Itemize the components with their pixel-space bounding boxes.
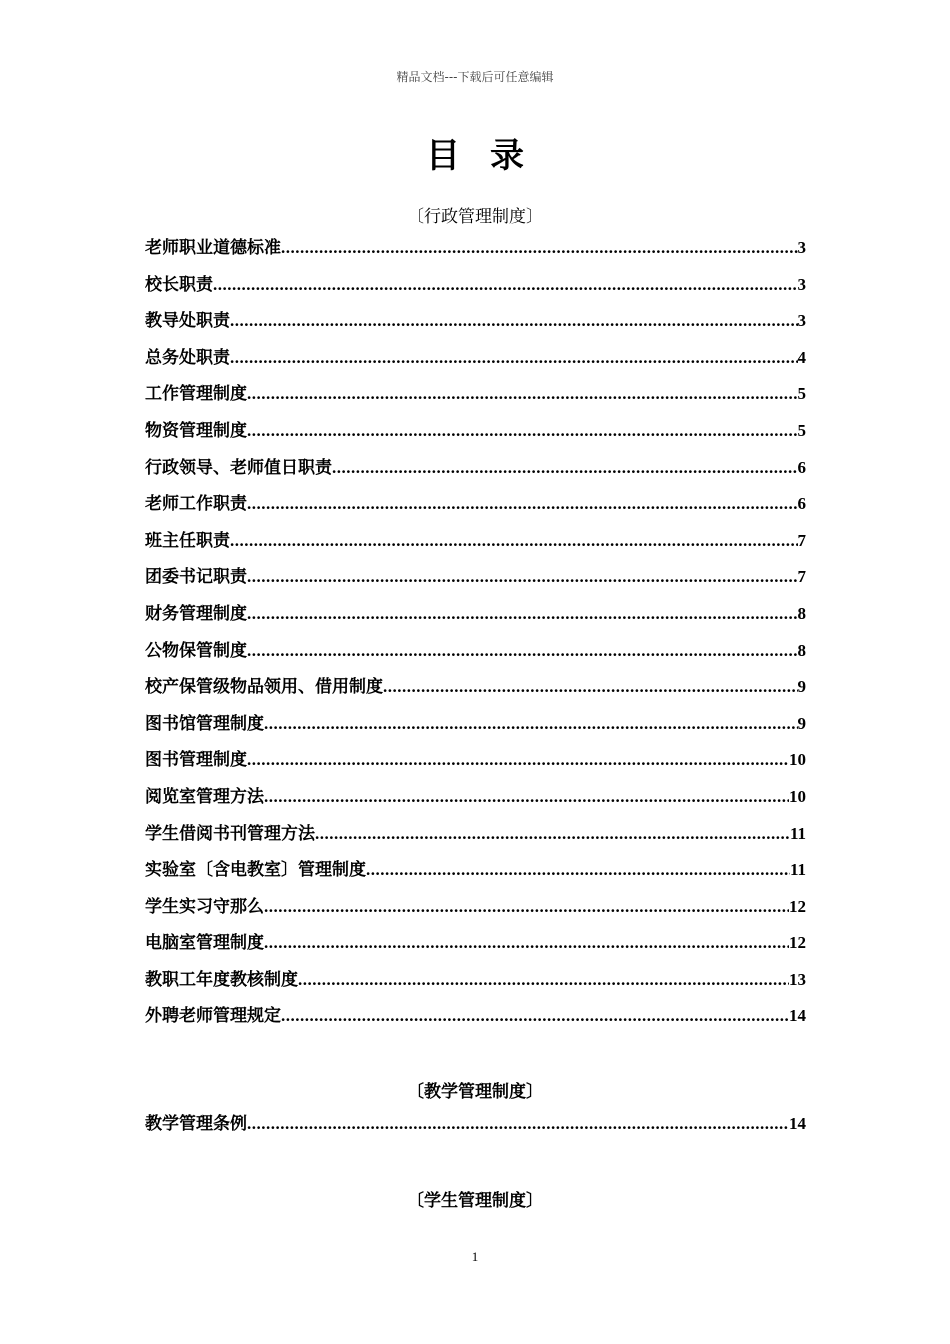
toc-entry-page: 12 xyxy=(789,933,806,953)
toc-entry-page: 7 xyxy=(797,567,806,587)
toc-dot-leader xyxy=(315,824,790,844)
toc-entry-label: 教导处职责 xyxy=(145,311,230,332)
toc-entry-label: 校产保管级物品领用、借用制度 xyxy=(145,677,383,698)
toc-entry[interactable] xyxy=(145,1109,806,1146)
toc-dot-leader xyxy=(247,421,798,441)
section-heading-teaching: 〔教学管理制度〕 xyxy=(407,1082,543,1102)
toc-entry[interactable] xyxy=(145,343,806,380)
toc-entry[interactable] xyxy=(145,782,806,819)
toc-entry-label: 教职工年度教核制度 xyxy=(145,969,298,990)
toc-entry[interactable] xyxy=(145,526,806,563)
header-note: 精品文档---下载后可任意编辑 xyxy=(396,70,554,84)
toc-entry-page: 13 xyxy=(789,969,806,989)
toc-entry[interactable] xyxy=(145,233,806,270)
toc-dot-leader xyxy=(247,750,789,770)
toc-entry-page: 9 xyxy=(797,713,806,733)
toc-entry[interactable] xyxy=(145,855,806,892)
toc-entry-page: 11 xyxy=(789,860,806,880)
toc-entry-page: 14 xyxy=(789,1006,806,1026)
toc-dot-leader xyxy=(247,494,798,514)
toc-entry-page: 7 xyxy=(797,530,806,550)
toc-entry-page: 10 xyxy=(789,786,806,806)
toc-entry-label: 团委书记职责 xyxy=(145,567,247,588)
toc-dot-leader xyxy=(247,384,798,404)
toc-entry-label: 学生借阅书刊管理方法 xyxy=(145,823,315,844)
toc-entry-label: 物资管理制度 xyxy=(145,420,247,441)
toc-entry[interactable] xyxy=(145,892,806,929)
toc-entry[interactable] xyxy=(145,819,806,856)
toc-entry-label: 电脑室管理制度 xyxy=(145,933,264,954)
toc-dot-leader xyxy=(332,458,798,478)
toc-entry[interactable] xyxy=(145,453,806,490)
toc-entry-label: 教学管理条例 xyxy=(145,1114,247,1134)
toc-entry-page: 10 xyxy=(789,750,806,770)
toc-entry[interactable] xyxy=(145,709,806,746)
page-title: 目录 xyxy=(426,136,554,176)
toc-entry-page: 3 xyxy=(797,311,806,331)
toc-entry-page: 6 xyxy=(797,494,806,514)
page-number: 1 xyxy=(471,1249,479,1264)
toc-entry[interactable] xyxy=(145,416,806,453)
toc-entry-label: 实验室〔含电教室〕管理制度 xyxy=(145,860,366,881)
toc-entry[interactable] xyxy=(145,965,806,1002)
toc-entry-label: 图书管理制度 xyxy=(145,750,247,771)
toc-dot-leader xyxy=(247,604,798,624)
toc-entry[interactable] xyxy=(145,562,806,599)
toc-entry-label: 工作管理制度 xyxy=(145,384,247,405)
toc-dot-leader xyxy=(264,933,789,953)
toc-entry-page: 11 xyxy=(789,823,806,843)
toc-entry-label: 阅览室管理方法 xyxy=(145,786,264,807)
toc-dot-leader xyxy=(230,348,798,368)
toc-entry-label: 学生实习守那么 xyxy=(145,896,264,917)
toc-dot-leader xyxy=(230,531,798,551)
toc-entry[interactable] xyxy=(145,306,806,343)
toc-dot-leader xyxy=(383,677,798,697)
toc-entry[interactable] xyxy=(145,489,806,526)
toc-entry-label: 校长职责 xyxy=(145,274,213,295)
toc-entry-label: 财务管理制度 xyxy=(145,603,247,624)
toc-entry-page: 8 xyxy=(797,640,806,660)
toc-entry-label: 总务处职责 xyxy=(145,347,230,368)
toc-entry-page: 9 xyxy=(797,677,806,697)
toc-entry-page: 3 xyxy=(797,238,806,257)
toc-dot-leader xyxy=(281,238,798,258)
toc-entry[interactable] xyxy=(145,270,806,307)
toc-entry-page: 14 xyxy=(789,1114,806,1133)
toc-dot-leader xyxy=(264,897,789,917)
toc-entry-label: 班主任职责 xyxy=(145,530,230,551)
toc-entry-page: 5 xyxy=(797,420,806,440)
toc-entry-page: 6 xyxy=(797,457,806,477)
toc-dot-leader xyxy=(230,311,798,331)
toc-dot-leader xyxy=(264,787,789,807)
toc-dot-leader xyxy=(213,275,798,295)
toc-dot-leader xyxy=(366,860,790,880)
toc-entry-label: 公物保管制度 xyxy=(145,640,247,661)
toc-list-teaching xyxy=(145,1109,806,1146)
toc-dot-leader xyxy=(247,567,798,587)
toc-entry-label: 外聘老师管理规定 xyxy=(145,1006,281,1027)
toc-entry-label: 老师职业道德标准 xyxy=(145,238,281,258)
toc-entry[interactable] xyxy=(145,928,806,965)
toc-entry[interactable] xyxy=(145,636,806,673)
toc-entry-page: 5 xyxy=(797,384,806,404)
toc-dot-leader xyxy=(264,714,798,734)
toc-entry[interactable] xyxy=(145,745,806,782)
toc-entry-page: 8 xyxy=(797,603,806,623)
section-heading-administration: 〔行政管理制度〕 xyxy=(407,207,543,227)
toc-entry[interactable] xyxy=(145,1001,806,1038)
toc-list-administration xyxy=(145,233,806,1038)
toc-entry-page: 12 xyxy=(789,896,806,916)
toc-dot-leader xyxy=(247,1114,789,1134)
toc-entry-label: 老师工作职责 xyxy=(145,494,247,515)
toc-entry[interactable] xyxy=(145,599,806,636)
toc-entry[interactable] xyxy=(145,379,806,416)
toc-dot-leader xyxy=(298,970,789,990)
toc-dot-leader xyxy=(281,1006,789,1026)
toc-entry-page: 4 xyxy=(797,347,806,367)
toc-entry-label: 图书馆管理制度 xyxy=(145,713,264,734)
toc-dot-leader xyxy=(247,641,798,661)
toc-entry-label: 行政领导、老师值日职责 xyxy=(145,457,332,478)
toc-entry[interactable] xyxy=(145,672,806,709)
toc-entry-page: 3 xyxy=(797,274,806,294)
section-heading-students: 〔学生管理制度〕 xyxy=(407,1191,543,1211)
